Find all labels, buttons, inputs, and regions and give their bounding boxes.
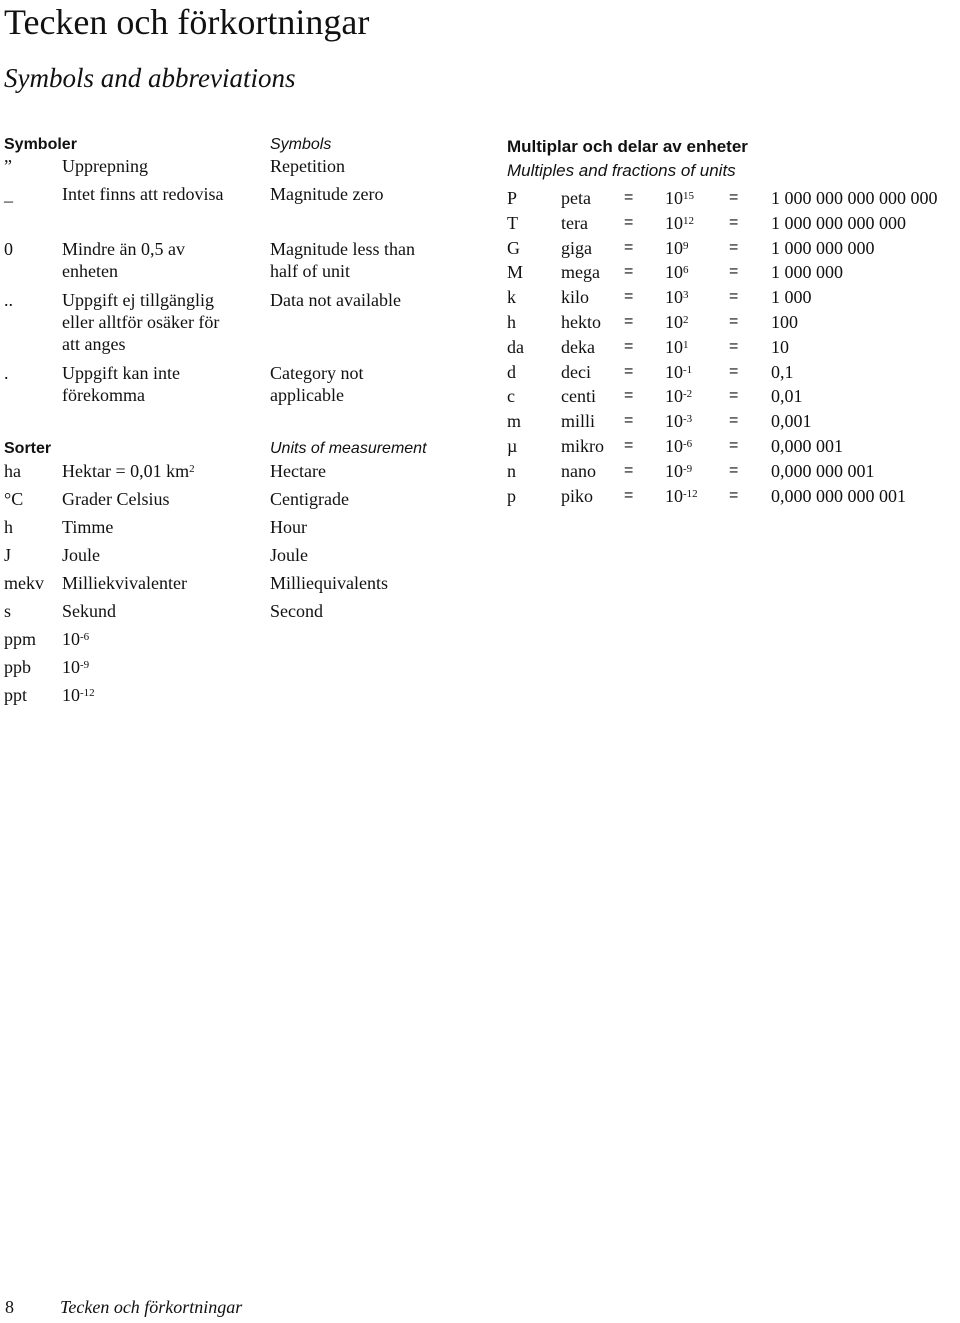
prefix-value: 0,000 001 [771, 436, 843, 456]
prefix-value: 0,01 [771, 386, 803, 407]
unit-symbol: ppm [4, 629, 37, 649]
equals-sign: = [729, 387, 739, 405]
equals-sign: = [729, 437, 739, 454]
equals-sign: = [624, 213, 634, 231]
prefix-exponent: 6 [683, 264, 689, 277]
prefix-name: peta [561, 188, 591, 208]
prefix-symbol: m [507, 411, 522, 432]
prefix-symbol: G [507, 237, 520, 258]
equals-sign: = [624, 263, 634, 281]
symbol-cell: . [4, 363, 9, 383]
prefix-power: $10^6$ [665, 262, 689, 283]
equals-sign: = [729, 337, 739, 355]
equals-sign: = [624, 313, 634, 330]
unit-en: Milliequivalents [270, 573, 388, 593]
prefix-exponent: -1 [683, 363, 693, 376]
prefix-value: 100 [771, 312, 798, 332]
prefix-exponent: 1 [683, 338, 689, 351]
prefix-exponent: 12 [683, 214, 694, 227]
prefix-power: $10^{-9}$ [665, 460, 693, 481]
unit-sv-sup: 2 [189, 463, 195, 475]
prefix-exponent: 9 [683, 239, 689, 252]
prefix-power: $10^3$ [665, 287, 689, 308]
multiple-row [0, 311, 960, 335]
symbol-sv-cell: Upprepning [62, 156, 148, 176]
multiple-row [0, 435, 960, 459]
unit-sv: Hektar = 0,01 $km^2$ [62, 461, 195, 481]
prefix-symbol: T [507, 212, 518, 233]
unit-sv: Joule [62, 545, 100, 565]
multiples-header-en: Multiples and fractions of units [507, 161, 736, 180]
multiple-row [0, 410, 960, 434]
prefix-symbol: d [507, 361, 516, 382]
symbol-en-cell: Repetition [270, 156, 345, 176]
symbol-en-cell: Data not available [270, 290, 401, 310]
prefix-symbol: h [507, 312, 516, 332]
symbol-cell: .. [4, 290, 13, 310]
unit-power-exp: -12 [80, 687, 95, 699]
prefix-power: $10^{-12}$ [665, 485, 698, 506]
multiple-row [0, 261, 960, 285]
prefix-power: $10^1$ [665, 336, 689, 357]
equals-sign: = [624, 437, 634, 454]
equals-sign: = [624, 238, 634, 256]
prefix-value: 0,001 [771, 411, 812, 432]
multiple-row [0, 460, 960, 484]
symbol-en-cell: Magnitude less than half of unit [270, 239, 415, 281]
multiples-header-sv: Multiplar och delar av enheter [507, 137, 748, 156]
prefix-value: 0,000 000 001 [771, 460, 875, 481]
prefix-name: mega [561, 262, 600, 283]
symbol-en-cell: Category not applicable [270, 363, 364, 405]
page-number: 8 [5, 1297, 14, 1317]
multiple-row [0, 361, 960, 385]
unit-power: $10^{-9}$ [62, 657, 90, 677]
multiple-row [0, 336, 960, 360]
prefix-power: $10^{12}$ [665, 212, 694, 233]
unit-en: Second [270, 601, 323, 621]
units-header-en: Units of measurement [270, 440, 427, 457]
prefix-name: deci [561, 361, 591, 382]
footer-title: Tecken och förkortningar [60, 1297, 243, 1317]
symbol-cell: ” [4, 156, 12, 176]
unit-en: Hour [270, 517, 307, 537]
prefix-value: 1 000 000 000 000 000 [771, 188, 938, 208]
symbol-sv-cell: Intet finns att redovisa [62, 184, 224, 204]
prefix-power: $10^{15}$ [665, 188, 694, 208]
equals-sign: = [624, 337, 634, 355]
multiple-row [0, 485, 960, 509]
prefix-power: $10^9$ [665, 237, 689, 258]
prefix-value: 1 000 000 000 000 [771, 212, 906, 233]
prefix-value: 1 000 [771, 287, 812, 308]
prefix-name: hekto [561, 312, 601, 332]
equals-sign: = [729, 213, 739, 231]
unit-power: $10^{-12}$ [62, 685, 95, 705]
prefix-name: tera [561, 212, 588, 233]
unit-en: Centigrade [270, 489, 349, 509]
prefix-exponent: -2 [683, 388, 693, 401]
prefix-symbol: µ [507, 436, 518, 456]
prefix-value: 0,1 [771, 361, 794, 382]
units-header-sv: Sorter [4, 440, 52, 457]
unit-symbol: ppt [4, 685, 28, 705]
multiple-row [0, 187, 960, 211]
multiple-row [0, 385, 960, 409]
page-title: Tecken och förkortningar [4, 2, 370, 42]
prefix-exponent: -9 [683, 462, 693, 475]
prefix-exponent: 2 [683, 314, 689, 326]
prefix-exponent: 3 [683, 289, 689, 302]
prefix-name: deka [561, 336, 595, 357]
equals-sign: = [729, 412, 739, 430]
symbol-cell: 0 [4, 239, 13, 259]
symbols-header-en: Symbols [270, 136, 332, 153]
prefix-exponent: 15 [683, 190, 694, 202]
multiple-row [0, 286, 960, 310]
equals-sign: = [729, 238, 739, 256]
prefix-name: giga [561, 237, 592, 258]
prefix-exponent: -3 [683, 413, 693, 426]
prefix-power: $10^{-1}$ [665, 361, 693, 382]
equals-sign: = [624, 387, 634, 405]
prefix-power: $10^{-3}$ [665, 411, 693, 432]
unit-symbol: J [4, 545, 12, 565]
prefix-symbol: k [507, 287, 516, 308]
unit-symbol: ha [4, 461, 21, 481]
unit-symbol: mekv [4, 573, 44, 593]
unit-sv: Timme [62, 517, 114, 537]
unit-sv: Sekund [62, 601, 116, 621]
unit-en: Hectare [270, 461, 326, 481]
equals-sign: = [729, 189, 739, 206]
prefix-power: $10^2$ [665, 312, 689, 332]
equals-sign: = [624, 189, 634, 206]
prefix-value: 10 [771, 336, 789, 357]
symbol-en-cell: Magnitude zero [270, 184, 384, 204]
unit-sv: Grader Celsius [62, 489, 170, 509]
unit-sv: Milliekvivalenter [62, 573, 187, 593]
prefix-name: centi [561, 386, 596, 407]
equals-sign: = [729, 461, 739, 479]
symbols-header-sv: Symboler [4, 136, 77, 153]
symbol-cell: _ [4, 184, 13, 204]
equals-sign: = [624, 412, 634, 430]
prefix-symbol: P [507, 188, 518, 208]
equals-sign: = [729, 486, 739, 504]
unit-power-exp: -9 [80, 659, 90, 671]
symbol-sv-cell: Uppgift ej tillgänglig eller alltför osäker för att anges [62, 290, 220, 354]
prefix-name: kilo [561, 287, 590, 308]
prefix-value: 1 000 000 000 [771, 237, 875, 258]
equals-sign: = [729, 313, 739, 330]
equals-sign: = [624, 362, 634, 380]
prefix-symbol: p [507, 485, 516, 506]
prefix-exponent: -12 [683, 487, 698, 500]
prefix-symbol: da [507, 336, 524, 357]
unit-en: Joule [270, 545, 308, 565]
prefix-symbol: c [507, 386, 515, 407]
prefix-name: piko [561, 485, 594, 506]
equals-sign: = [729, 263, 739, 281]
page-subtitle: Symbols and abbreviations [4, 63, 296, 93]
symbol-sv-cell: Mindre än 0,5 av enheten [62, 239, 185, 281]
unit-symbol: ppb [4, 657, 31, 677]
multiple-row [0, 237, 960, 261]
equals-sign: = [624, 486, 634, 504]
equals-sign: = [729, 288, 739, 306]
unit-symbol: h [4, 517, 13, 537]
prefix-exponent: -6 [683, 438, 693, 450]
prefix-symbol: n [507, 460, 516, 481]
prefix-value: 0,000 000 000 001 [771, 485, 906, 506]
multiple-row [0, 212, 960, 236]
unit-symbol: °C [4, 489, 24, 509]
prefix-name: mikro [561, 436, 604, 456]
equals-sign: = [624, 288, 634, 306]
prefix-name: nano [561, 460, 596, 481]
prefix-value: 1 000 000 [771, 262, 843, 283]
prefix-power: $10^{-2}$ [665, 386, 693, 407]
unit-power: $10^{-6}$ [62, 629, 90, 649]
prefix-symbol: M [507, 262, 524, 283]
equals-sign: = [624, 461, 634, 479]
prefix-name: milli [561, 411, 596, 432]
unit-symbol: s [4, 601, 12, 621]
prefix-power: $10^{-6}$ [665, 436, 693, 456]
unit-power-exp: -6 [80, 631, 90, 643]
symbol-sv-cell: Uppgift kan inte förekomma [62, 363, 180, 405]
equals-sign: = [729, 362, 739, 380]
